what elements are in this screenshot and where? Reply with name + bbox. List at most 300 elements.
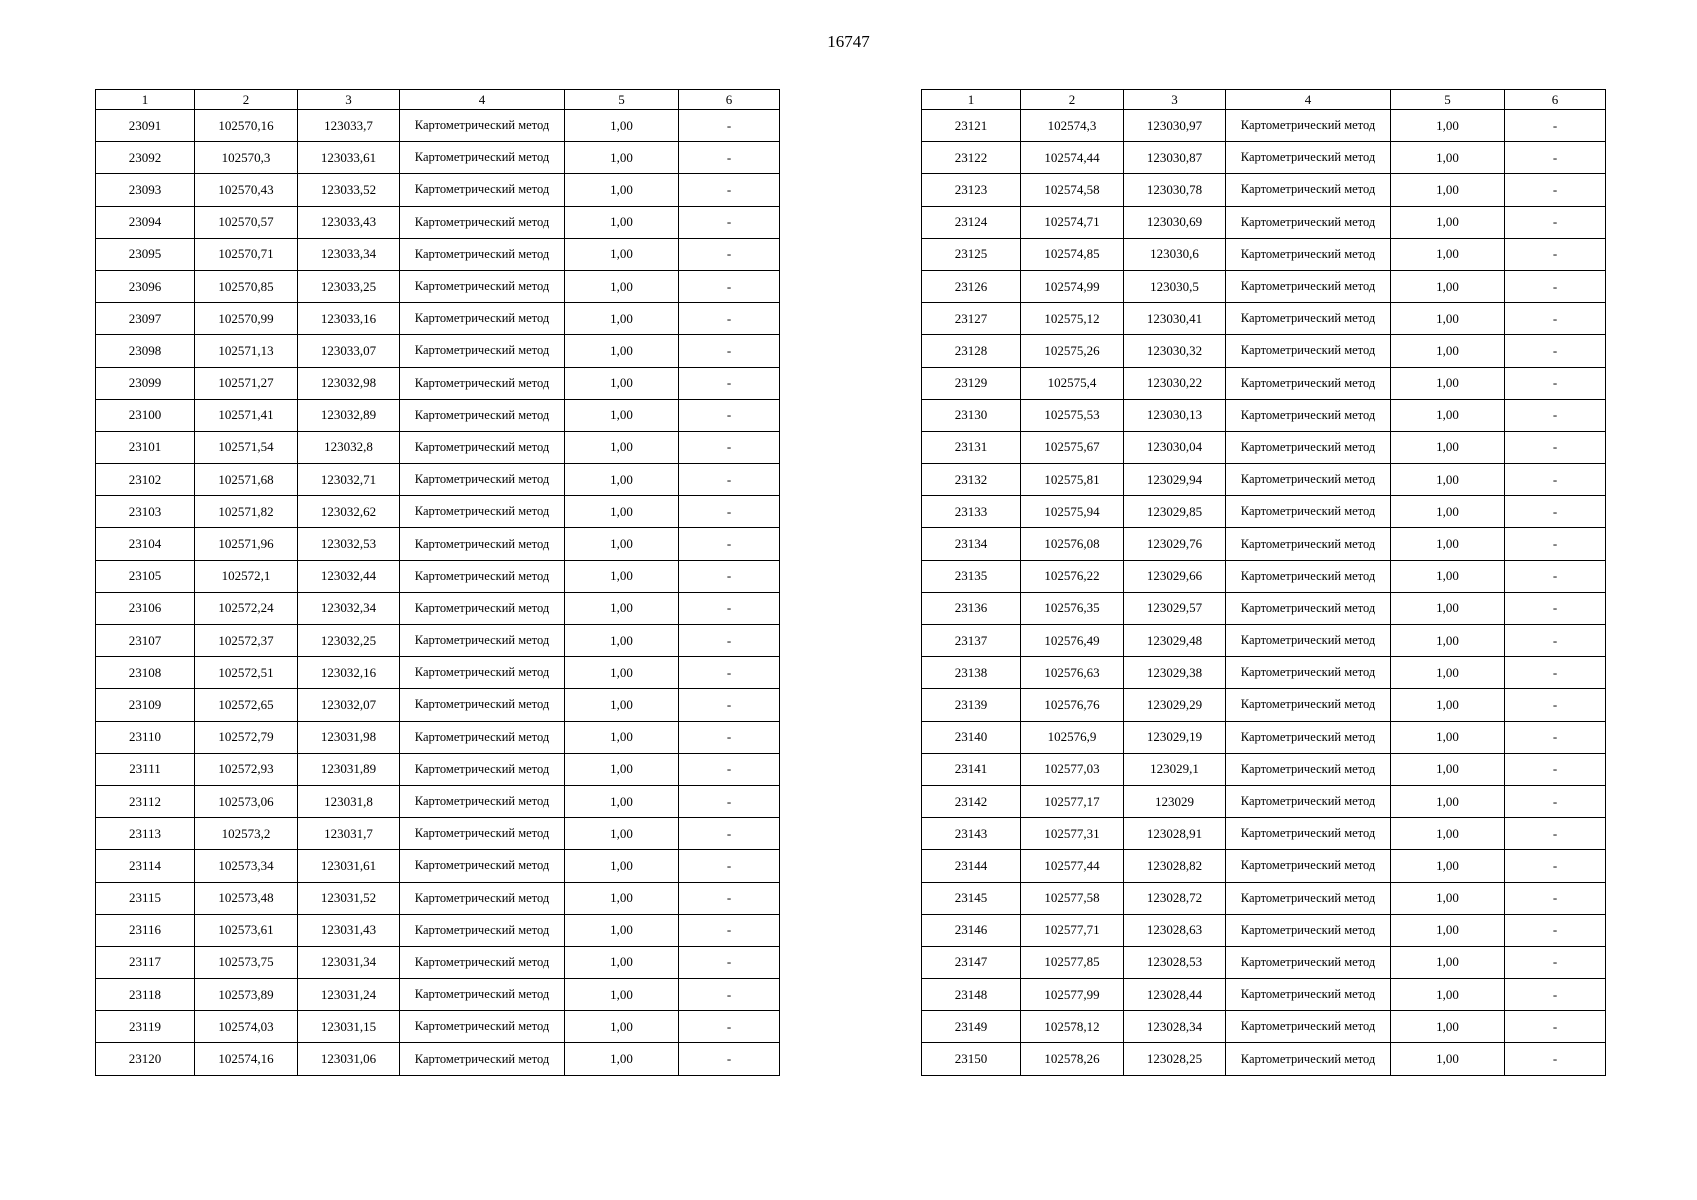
y-coordinate-cell: 123028,53: [1124, 946, 1226, 978]
accuracy-cell: 1,00: [565, 303, 679, 335]
x-coordinate-cell: 102576,22: [1021, 560, 1124, 592]
method-cell: Картометрический метод: [1226, 979, 1391, 1011]
point-number-cell: 23127: [922, 303, 1021, 335]
point-number-cell: 23094: [96, 206, 195, 238]
y-coordinate-cell: 123028,91: [1124, 818, 1226, 850]
note-cell: -: [1505, 1011, 1606, 1043]
accuracy-cell: 1,00: [1391, 979, 1505, 1011]
note-cell: -: [1505, 238, 1606, 270]
accuracy-cell: 1,00: [1391, 850, 1505, 882]
point-number-cell: 23126: [922, 270, 1021, 302]
point-number-cell: 23118: [96, 979, 195, 1011]
point-number-cell: 23108: [96, 657, 195, 689]
table-row: [922, 914, 1606, 946]
note-cell: -: [679, 110, 780, 142]
point-number-cell: 23142: [922, 785, 1021, 817]
accuracy-cell: 1,00: [565, 367, 679, 399]
y-coordinate-cell: 123032,71: [298, 464, 400, 496]
y-coordinate-cell: 123032,16: [298, 657, 400, 689]
accuracy-cell: 1,00: [565, 399, 679, 431]
note-cell: -: [679, 399, 780, 431]
y-coordinate-cell: 123032,53: [298, 528, 400, 560]
point-number-cell: 23099: [96, 367, 195, 399]
point-number-cell: 23109: [96, 689, 195, 721]
y-coordinate-cell: 123029: [1124, 785, 1226, 817]
accuracy-cell: 1,00: [1391, 399, 1505, 431]
accuracy-cell: 1,00: [565, 110, 679, 142]
method-cell: Картометрический метод: [400, 270, 565, 302]
x-coordinate-cell: 102574,3: [1021, 110, 1124, 142]
point-number-cell: 23114: [96, 850, 195, 882]
accuracy-cell: 1,00: [565, 174, 679, 206]
table-row: [96, 110, 780, 142]
note-cell: -: [1505, 560, 1606, 592]
accuracy-cell: 1,00: [1391, 496, 1505, 528]
note-cell: -: [1505, 303, 1606, 335]
table-body: [922, 110, 1606, 1076]
table-row: [96, 979, 780, 1011]
table-row: [922, 431, 1606, 463]
x-coordinate-cell: 102577,03: [1021, 753, 1124, 785]
table-row: [96, 399, 780, 431]
accuracy-cell: 1,00: [565, 818, 679, 850]
x-coordinate-cell: 102577,85: [1021, 946, 1124, 978]
accuracy-cell: 1,00: [565, 657, 679, 689]
note-cell: -: [679, 303, 780, 335]
table-row: [922, 142, 1606, 174]
method-cell: Картометрический метод: [1226, 464, 1391, 496]
x-coordinate-cell: 102575,4: [1021, 367, 1124, 399]
x-coordinate-cell: 102571,96: [195, 528, 298, 560]
accuracy-cell: 1,00: [565, 689, 679, 721]
y-coordinate-cell: 123032,98: [298, 367, 400, 399]
note-cell: -: [679, 528, 780, 560]
accuracy-cell: 1,00: [1391, 238, 1505, 270]
accuracy-cell: 1,00: [1391, 785, 1505, 817]
note-cell: -: [1505, 270, 1606, 302]
method-cell: Картометрический метод: [400, 850, 565, 882]
note-cell: -: [679, 850, 780, 882]
point-number-cell: 23102: [96, 464, 195, 496]
table-row: [922, 560, 1606, 592]
method-cell: Картометрический метод: [400, 721, 565, 753]
table-row: [922, 979, 1606, 1011]
point-number-cell: 23149: [922, 1011, 1021, 1043]
coordinates-table-left: [95, 89, 780, 1076]
point-number-cell: 23101: [96, 431, 195, 463]
note-cell: -: [1505, 174, 1606, 206]
table-row: [922, 303, 1606, 335]
x-coordinate-cell: 102571,54: [195, 431, 298, 463]
y-coordinate-cell: 123030,6: [1124, 238, 1226, 270]
note-cell: -: [1505, 335, 1606, 367]
method-cell: Картометрический метод: [400, 303, 565, 335]
note-cell: -: [1505, 592, 1606, 624]
point-number-cell: 23124: [922, 206, 1021, 238]
note-cell: -: [1505, 721, 1606, 753]
method-cell: Картометрический метод: [400, 914, 565, 946]
table-row: [96, 592, 780, 624]
column-header: 1: [96, 90, 195, 110]
x-coordinate-cell: 102571,82: [195, 496, 298, 528]
coordinates-table-right: [921, 89, 1606, 1076]
y-coordinate-cell: 123033,16: [298, 303, 400, 335]
accuracy-cell: 1,00: [565, 270, 679, 302]
point-number-cell: 23119: [96, 1011, 195, 1043]
point-number-cell: 23145: [922, 882, 1021, 914]
note-cell: -: [679, 818, 780, 850]
table-row: [96, 238, 780, 270]
method-cell: Картометрический метод: [1226, 1043, 1391, 1075]
table-row: [96, 142, 780, 174]
x-coordinate-cell: 102572,65: [195, 689, 298, 721]
x-coordinate-cell: 102577,31: [1021, 818, 1124, 850]
accuracy-cell: 1,00: [1391, 528, 1505, 560]
table-row: [922, 850, 1606, 882]
note-cell: -: [679, 689, 780, 721]
x-coordinate-cell: 102573,75: [195, 946, 298, 978]
y-coordinate-cell: 123029,66: [1124, 560, 1226, 592]
point-number-cell: 23129: [922, 367, 1021, 399]
x-coordinate-cell: 102574,03: [195, 1011, 298, 1043]
x-coordinate-cell: 102570,43: [195, 174, 298, 206]
table-row: [96, 625, 780, 657]
table-row: [922, 689, 1606, 721]
y-coordinate-cell: 123030,32: [1124, 335, 1226, 367]
y-coordinate-cell: 123029,94: [1124, 464, 1226, 496]
x-coordinate-cell: 102578,12: [1021, 1011, 1124, 1043]
point-number-cell: 23100: [96, 399, 195, 431]
x-coordinate-cell: 102576,9: [1021, 721, 1124, 753]
note-cell: -: [679, 238, 780, 270]
note-cell: -: [1505, 914, 1606, 946]
note-cell: -: [679, 946, 780, 978]
x-coordinate-cell: 102571,27: [195, 367, 298, 399]
method-cell: Картометрический метод: [400, 689, 565, 721]
point-number-cell: 23134: [922, 528, 1021, 560]
note-cell: -: [679, 270, 780, 302]
point-number-cell: 23148: [922, 979, 1021, 1011]
x-coordinate-cell: 102574,44: [1021, 142, 1124, 174]
method-cell: Картометрический метод: [400, 464, 565, 496]
table-row: [922, 882, 1606, 914]
x-coordinate-cell: 102570,16: [195, 110, 298, 142]
method-cell: Картометрический метод: [1226, 431, 1391, 463]
table-row: [922, 753, 1606, 785]
method-cell: Картометрический метод: [400, 238, 565, 270]
column-header: 5: [565, 90, 679, 110]
method-cell: Картометрический метод: [400, 785, 565, 817]
y-coordinate-cell: 123029,38: [1124, 657, 1226, 689]
method-cell: Картометрический метод: [1226, 946, 1391, 978]
x-coordinate-cell: 102575,94: [1021, 496, 1124, 528]
table-row: [96, 367, 780, 399]
note-cell: -: [679, 657, 780, 689]
x-coordinate-cell: 102578,26: [1021, 1043, 1124, 1075]
accuracy-cell: 1,00: [1391, 560, 1505, 592]
accuracy-cell: 1,00: [565, 142, 679, 174]
x-coordinate-cell: 102577,71: [1021, 914, 1124, 946]
note-cell: -: [1505, 657, 1606, 689]
note-cell: -: [1505, 431, 1606, 463]
table-row: [96, 1011, 780, 1043]
note-cell: -: [679, 914, 780, 946]
accuracy-cell: 1,00: [1391, 689, 1505, 721]
note-cell: -: [1505, 785, 1606, 817]
note-cell: -: [679, 625, 780, 657]
y-coordinate-cell: 123028,34: [1124, 1011, 1226, 1043]
method-cell: Картометрический метод: [1226, 721, 1391, 753]
method-cell: Картометрический метод: [1226, 1011, 1391, 1043]
y-coordinate-cell: 123029,19: [1124, 721, 1226, 753]
table-row: [96, 882, 780, 914]
column-header: 1: [922, 90, 1021, 110]
point-number-cell: 23106: [96, 592, 195, 624]
accuracy-cell: 1,00: [1391, 753, 1505, 785]
table-row: [96, 496, 780, 528]
note-cell: -: [1505, 399, 1606, 431]
point-number-cell: 23121: [922, 110, 1021, 142]
table-body: [96, 110, 780, 1076]
accuracy-cell: 1,00: [565, 785, 679, 817]
note-cell: -: [1505, 1043, 1606, 1075]
table-row: [922, 946, 1606, 978]
x-coordinate-cell: 102570,99: [195, 303, 298, 335]
accuracy-cell: 1,00: [1391, 431, 1505, 463]
method-cell: Картометрический метод: [1226, 303, 1391, 335]
accuracy-cell: 1,00: [1391, 914, 1505, 946]
method-cell: Картометрический метод: [1226, 850, 1391, 882]
point-number-cell: 23143: [922, 818, 1021, 850]
y-coordinate-cell: 123033,61: [298, 142, 400, 174]
table-row: [922, 496, 1606, 528]
y-coordinate-cell: 123031,61: [298, 850, 400, 882]
y-coordinate-cell: 123032,44: [298, 560, 400, 592]
note-cell: -: [1505, 818, 1606, 850]
point-number-cell: 23120: [96, 1043, 195, 1075]
table-row: [96, 657, 780, 689]
table-row: [96, 785, 780, 817]
method-cell: Картометрический метод: [1226, 528, 1391, 560]
method-cell: Картометрический метод: [400, 657, 565, 689]
y-coordinate-cell: 123031,24: [298, 979, 400, 1011]
table-row: [96, 753, 780, 785]
accuracy-cell: 1,00: [1391, 625, 1505, 657]
point-number-cell: 23136: [922, 592, 1021, 624]
table-row: [922, 1011, 1606, 1043]
method-cell: Картометрический метод: [400, 206, 565, 238]
y-coordinate-cell: 123028,25: [1124, 1043, 1226, 1075]
accuracy-cell: 1,00: [565, 882, 679, 914]
y-coordinate-cell: 123030,13: [1124, 399, 1226, 431]
point-number-cell: 23137: [922, 625, 1021, 657]
method-cell: Картометрический метод: [1226, 110, 1391, 142]
y-coordinate-cell: 123032,25: [298, 625, 400, 657]
method-cell: Картометрический метод: [1226, 882, 1391, 914]
x-coordinate-cell: 102575,67: [1021, 431, 1124, 463]
table-row: [922, 528, 1606, 560]
method-cell: Картометрический метод: [400, 592, 565, 624]
x-coordinate-cell: 102573,89: [195, 979, 298, 1011]
y-coordinate-cell: 123030,5: [1124, 270, 1226, 302]
x-coordinate-cell: 102575,81: [1021, 464, 1124, 496]
method-cell: Картометрический метод: [1226, 399, 1391, 431]
accuracy-cell: 1,00: [1391, 174, 1505, 206]
table-row: [96, 335, 780, 367]
point-number-cell: 23091: [96, 110, 195, 142]
table-row: [96, 689, 780, 721]
x-coordinate-cell: 102576,35: [1021, 592, 1124, 624]
x-coordinate-cell: 102573,61: [195, 914, 298, 946]
note-cell: -: [679, 335, 780, 367]
y-coordinate-cell: 123030,69: [1124, 206, 1226, 238]
point-number-cell: 23115: [96, 882, 195, 914]
table-row: [922, 270, 1606, 302]
page-number: 16747: [827, 32, 870, 51]
table-row: [922, 721, 1606, 753]
method-cell: Картометрический метод: [1226, 753, 1391, 785]
method-cell: Картометрический метод: [400, 431, 565, 463]
accuracy-cell: 1,00: [565, 560, 679, 592]
point-number-cell: 23144: [922, 850, 1021, 882]
accuracy-cell: 1,00: [565, 1011, 679, 1043]
y-coordinate-cell: 123029,76: [1124, 528, 1226, 560]
note-cell: -: [679, 496, 780, 528]
y-coordinate-cell: 123033,34: [298, 238, 400, 270]
table-row: [96, 464, 780, 496]
point-number-cell: 23140: [922, 721, 1021, 753]
point-number-cell: 23150: [922, 1043, 1021, 1075]
accuracy-cell: 1,00: [1391, 335, 1505, 367]
x-coordinate-cell: 102572,79: [195, 721, 298, 753]
accuracy-cell: 1,00: [1391, 657, 1505, 689]
x-coordinate-cell: 102570,57: [195, 206, 298, 238]
table-row: [96, 174, 780, 206]
x-coordinate-cell: 102573,48: [195, 882, 298, 914]
accuracy-cell: 1,00: [565, 335, 679, 367]
accuracy-cell: 1,00: [1391, 110, 1505, 142]
table-row: [922, 592, 1606, 624]
method-cell: Картометрический метод: [1226, 592, 1391, 624]
point-number-cell: 23103: [96, 496, 195, 528]
method-cell: Картометрический метод: [1226, 174, 1391, 206]
method-cell: Картометрический метод: [400, 174, 565, 206]
point-number-cell: 23113: [96, 818, 195, 850]
table-row: [922, 335, 1606, 367]
y-coordinate-cell: 123028,44: [1124, 979, 1226, 1011]
point-number-cell: 23128: [922, 335, 1021, 367]
y-coordinate-cell: 123032,62: [298, 496, 400, 528]
accuracy-cell: 1,00: [1391, 818, 1505, 850]
x-coordinate-cell: 102574,85: [1021, 238, 1124, 270]
point-number-cell: 23146: [922, 914, 1021, 946]
point-number-cell: 23116: [96, 914, 195, 946]
method-cell: Картометрический метод: [1226, 335, 1391, 367]
point-number-cell: 23141: [922, 753, 1021, 785]
y-coordinate-cell: 123030,97: [1124, 110, 1226, 142]
x-coordinate-cell: 102572,93: [195, 753, 298, 785]
y-coordinate-cell: 123028,72: [1124, 882, 1226, 914]
x-coordinate-cell: 102575,26: [1021, 335, 1124, 367]
x-coordinate-cell: 102575,12: [1021, 303, 1124, 335]
method-cell: Картометрический метод: [1226, 657, 1391, 689]
method-cell: Картометрический метод: [400, 1011, 565, 1043]
y-coordinate-cell: 123031,15: [298, 1011, 400, 1043]
accuracy-cell: 1,00: [565, 592, 679, 624]
y-coordinate-cell: 123031,8: [298, 785, 400, 817]
table-row: [922, 625, 1606, 657]
table-row: [96, 914, 780, 946]
point-number-cell: 23097: [96, 303, 195, 335]
note-cell: -: [1505, 142, 1606, 174]
table-row: [922, 657, 1606, 689]
point-number-cell: 23111: [96, 753, 195, 785]
x-coordinate-cell: 102573,2: [195, 818, 298, 850]
note-cell: -: [1505, 979, 1606, 1011]
method-cell: Картометрический метод: [400, 625, 565, 657]
y-coordinate-cell: 123030,87: [1124, 142, 1226, 174]
x-coordinate-cell: 102571,68: [195, 464, 298, 496]
y-coordinate-cell: 123031,7: [298, 818, 400, 850]
y-coordinate-cell: 123030,78: [1124, 174, 1226, 206]
x-coordinate-cell: 102577,99: [1021, 979, 1124, 1011]
table-row: [922, 238, 1606, 270]
table-row: [96, 270, 780, 302]
y-coordinate-cell: 123029,57: [1124, 592, 1226, 624]
method-cell: Картометрический метод: [1226, 689, 1391, 721]
accuracy-cell: 1,00: [565, 914, 679, 946]
point-number-cell: 23135: [922, 560, 1021, 592]
method-cell: Картометрический метод: [400, 753, 565, 785]
point-number-cell: 23105: [96, 560, 195, 592]
y-coordinate-cell: 123028,63: [1124, 914, 1226, 946]
y-coordinate-cell: 123031,52: [298, 882, 400, 914]
note-cell: -: [679, 785, 780, 817]
accuracy-cell: 1,00: [1391, 303, 1505, 335]
column-header: 3: [298, 90, 400, 110]
x-coordinate-cell: 102571,41: [195, 399, 298, 431]
y-coordinate-cell: 123029,48: [1124, 625, 1226, 657]
column-header: 3: [1124, 90, 1226, 110]
table-row: [96, 206, 780, 238]
x-coordinate-cell: 102570,3: [195, 142, 298, 174]
accuracy-cell: 1,00: [1391, 882, 1505, 914]
method-cell: Картометрический метод: [400, 882, 565, 914]
method-cell: Картометрический метод: [400, 496, 565, 528]
note-cell: -: [679, 592, 780, 624]
method-cell: Картометрический метод: [1226, 270, 1391, 302]
table-header-row: [922, 90, 1606, 110]
note-cell: -: [1505, 464, 1606, 496]
method-cell: Картометрический метод: [400, 528, 565, 560]
note-cell: -: [1505, 206, 1606, 238]
note-cell: -: [679, 1043, 780, 1075]
method-cell: Картометрический метод: [1226, 560, 1391, 592]
point-number-cell: 23133: [922, 496, 1021, 528]
accuracy-cell: 1,00: [1391, 592, 1505, 624]
point-number-cell: 23098: [96, 335, 195, 367]
x-coordinate-cell: 102577,58: [1021, 882, 1124, 914]
x-coordinate-cell: 102576,63: [1021, 657, 1124, 689]
table-row: [96, 528, 780, 560]
column-header: 2: [1021, 90, 1124, 110]
y-coordinate-cell: 123033,07: [298, 335, 400, 367]
y-coordinate-cell: 123030,22: [1124, 367, 1226, 399]
x-coordinate-cell: 102577,17: [1021, 785, 1124, 817]
y-coordinate-cell: 123031,89: [298, 753, 400, 785]
x-coordinate-cell: 102575,53: [1021, 399, 1124, 431]
table-row: [922, 464, 1606, 496]
